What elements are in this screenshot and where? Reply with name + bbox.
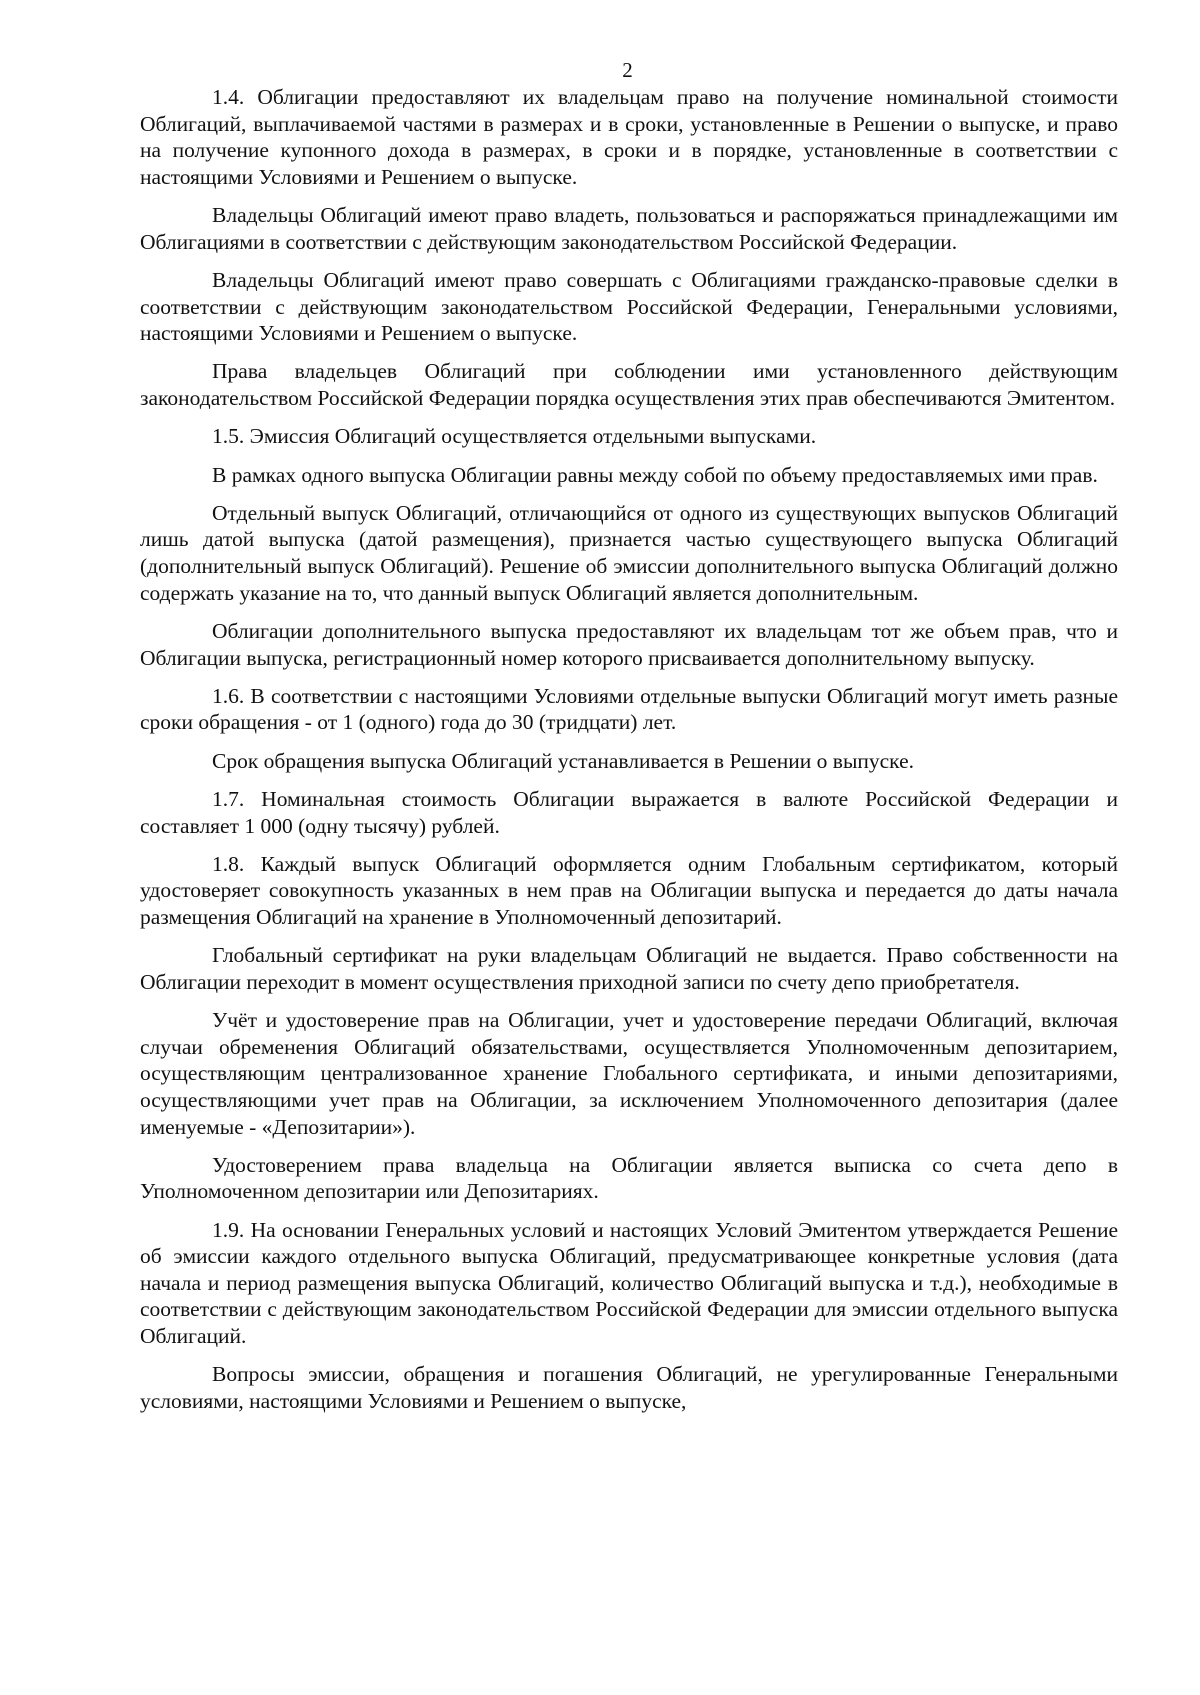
paragraph-accounting: Учёт и удостоверение прав на Облигации, учет и удостоверение передачи Облигаций, включая случаи обременения Облигаций обязательствами, осуществляется Уполномоченным депозитарием, осуществляющим централизованное хранение Глобального сертификата, и иными депозитариями, осуществляющими учет прав на Облигации, за исключением Уполномоченного депозитария (далее именуемые - «Депозитарии»). xyxy=(140,1008,1118,1139)
paragraph-global-certificate: Глобальный сертификат на руки владельцам Облигаций не выдается. Право собственности на Облигации переходит в момент осуществления приходной записи по счету депо приобретателя. xyxy=(140,943,1118,994)
paragraph-rights-ensured: Права владельцев Облигаций при соблюдении ими установленного действующим законодательством Российской Федерации порядка осуществления этих прав обеспечиваются Эмитентом. xyxy=(140,359,1118,410)
paragraph-issues-unregulated: Вопросы эмиссии, обращения и погашения Облигаций, не урегулированные Генеральными условиями, настоящими Условиями и Решением о выпуске, xyxy=(140,1362,1118,1413)
paragraph-circulation-term: Срок обращения выпуска Облигаций устанавливается в Решении о выпуске. xyxy=(212,748,915,773)
paragraph-owners-transactions: Владельцы Облигаций имеют право совершать с Облигациями гражданско-правовые сделки в соответствии с действующим законодательством Российской Федерации, Генеральными условиями, настоящими Условиями и Решением о выпуске. xyxy=(140,267,1118,346)
paragraph-owners-rights: Владельцы Облигаций имеют право владеть, пользоваться и распоряжаться принадлежащими им Облигациями в соответствии с действующим законодательством Российской Федерации. xyxy=(140,203,1118,254)
paragraph-1-4: 1.4. Облигации предоставляют их владельцам право на получение номинальной стоимости Облигаций, выплачиваемой частями в размерах и в сроки, установленные в Решении о выпуске, и право на получение купонного дохода в размерах, в сроки и в порядке, установленные в соответствии с настоящими Условиями и Решением о выпуске. xyxy=(140,85,1118,189)
paragraph-1-8: 1.8. Каждый выпуск Облигаций оформляется одним Глобальным сертификатом, который удостоверяет совокупность указанных в нем прав на Облигации выпуска и передается до даты начала размещения Облигаций на хранение в Уполномоченный депозитарий. xyxy=(140,851,1118,929)
paragraph-additional-issue-rights: Облигации дополнительного выпуска предоставляют их владельцам тот же объем прав, что и Облигации выпуска, регистрационный номер которого присваивается дополнительному выпуску. xyxy=(140,618,1118,670)
paragraph-1-6: 1.6. В соответствии с настоящими Условиями отдельные выпуски Облигаций могут иметь разные сроки обращения - от 1 (одного) года до 30 (тридцати) лет. xyxy=(140,683,1118,735)
page-number: 2 xyxy=(622,58,633,82)
paragraph-certification: Удостоверением права владельца на Облигации является выписка со счета депо в Уполномоченном депозитарии или Депозитариях. xyxy=(140,1152,1118,1204)
paragraph-1-7: 1.7. Номинальная стоимость Облигации выражается в валюте Российской Федерации и составляет 1 000 (одну тысячу) рублей. xyxy=(140,786,1118,838)
paragraph-1-9: 1.9. На основании Генеральных условий и настоящих Условий Эмитентом утверждается Решение об эмиссии каждого отдельного выпуска Облигаций, предусматривающее конкретные условия (дата начала и период размещения выпуска Облигаций, количество Облигаций выпуска и т.д.), необходимые в соответствии с действующим законодательством Российской Федерации для эмиссии отдельного выпуска Облигаций. xyxy=(140,1217,1118,1349)
paragraph-1-5: 1.5. Эмиссия Облигаций осуществляется отдельными выпусками. xyxy=(212,424,817,449)
paragraph-equal-rights: В рамках одного выпуска Облигации равны между собой по объему предоставляемых ими прав. xyxy=(212,462,1098,487)
paragraph-additional-issue: Отдельный выпуск Облигаций, отличающийся от одного из существующих выпусков Облигаций лишь датой выпуска (датой размещения), признается частью существующего выпуска Облигаций (дополнительный выпуск Облигаций). Решение об эмиссии дополнительного выпуска Облигаций должно содержать указание на то, что данный выпуск Облигаций является дополнительным. xyxy=(140,500,1118,605)
document-body xyxy=(140,84,1118,1415)
